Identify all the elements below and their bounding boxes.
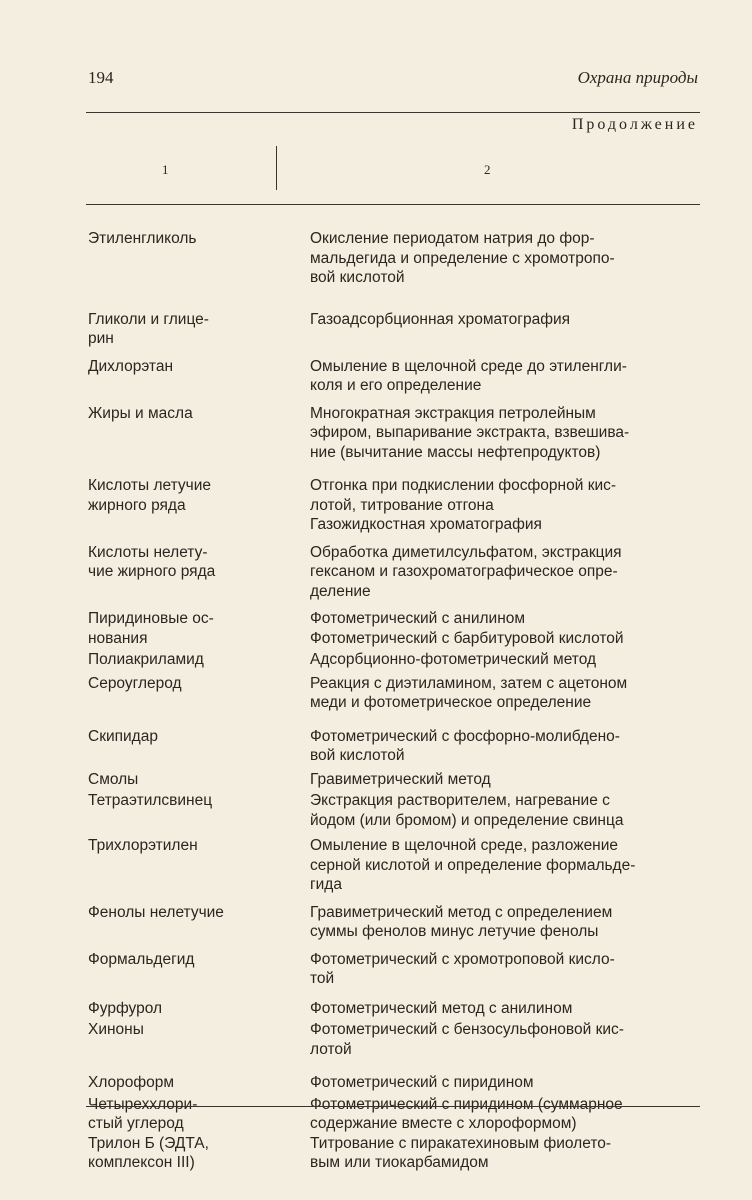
table-row <box>88 404 700 463</box>
method-line: Фотометрический с пиридином (суммарное <box>310 1095 623 1113</box>
table-row <box>88 609 700 648</box>
substance-line: Фенолы нелетучие <box>88 903 224 921</box>
table-row <box>88 950 700 989</box>
table-row <box>88 836 700 895</box>
table-row <box>88 1095 700 1134</box>
method-line: деление <box>310 582 371 600</box>
method-cell <box>310 404 700 463</box>
method-cell <box>310 999 700 1019</box>
method-cell <box>310 229 700 288</box>
method-line: Экстракция растворителем, нагревание с <box>310 792 610 809</box>
substance-line: Хиноны <box>88 1021 144 1038</box>
method-line: эфиром, выпаривание экстракта, взвешива- <box>310 424 630 441</box>
substance-cell <box>88 727 310 766</box>
table-row <box>88 229 700 288</box>
table-row <box>88 476 700 535</box>
substance-line: Дихлорэтан <box>88 357 174 375</box>
method-line: Обработка диметилсульфатом, экстракция <box>310 543 622 561</box>
substance-line: чие жирного ряда <box>88 563 216 580</box>
method-line: той <box>310 970 335 987</box>
header-rule <box>86 204 700 205</box>
table-row <box>88 999 700 1019</box>
substance-line: Жиры и масла <box>88 404 193 422</box>
substance-cell <box>88 310 310 349</box>
method-line: мальдегида и определение с хромотропо- <box>310 249 615 267</box>
substance-line: Фурфурол <box>88 999 163 1017</box>
substance-line: Полиакриламид <box>88 651 204 668</box>
substance-cell <box>88 836 310 895</box>
substance-line: Скипидар <box>88 727 158 745</box>
method-line: Фотометрический с хромотроповой кисло- <box>310 950 615 968</box>
method-line: коля и его определение <box>310 377 482 394</box>
column-number-1: 1 <box>162 162 169 177</box>
substance-cell <box>88 791 310 830</box>
method-cell <box>310 543 700 602</box>
substance-line: Кислоты нелету- <box>88 543 208 561</box>
substance-line: Этиленгликоль <box>88 230 197 247</box>
substance-cell <box>88 404 310 463</box>
substance-line: Трихлорэтилен <box>88 837 198 854</box>
table-row <box>88 650 700 670</box>
substance-cell <box>88 476 310 535</box>
substance-cell <box>88 543 310 602</box>
substance-line: Хлороформ <box>88 1074 175 1091</box>
method-line: меди и фотометрическое определение <box>310 694 592 711</box>
substance-cell <box>88 609 310 648</box>
method-line: серной кислотой и определение формальде- <box>310 856 636 874</box>
table-row <box>88 903 700 942</box>
substance-cell <box>88 650 310 670</box>
method-line: Фотометрический с бензосульфоновой кис- <box>310 1021 624 1038</box>
method-line: лотой, титрование отгона <box>310 496 494 514</box>
method-line: Омыление в щелочной среде до этиленгли- <box>310 357 627 375</box>
method-cell <box>310 950 700 989</box>
method-cell <box>310 476 700 535</box>
method-line: Гравиметрический метод <box>310 770 491 788</box>
substance-line: нования <box>88 629 148 647</box>
table-row <box>88 1020 700 1059</box>
substance-cell <box>88 950 310 989</box>
method-line: Окисление периодатом натрия до фор- <box>310 230 595 247</box>
method-line: гида <box>310 876 342 893</box>
method-line: ние (вычитание массы нефтепродуктов) <box>310 443 601 461</box>
substance-line: жирного ряда <box>88 496 186 514</box>
method-cell <box>310 1134 700 1173</box>
table-row <box>88 674 700 713</box>
substance-line: Четыреххлори- <box>88 1095 198 1113</box>
method-cell <box>310 674 700 713</box>
table-row <box>88 543 700 602</box>
substance-line: Кислоты летучие <box>88 477 212 494</box>
method-cell <box>310 1020 700 1059</box>
table-row <box>88 727 700 766</box>
method-cell <box>310 357 700 396</box>
method-line: Фотометрический с фосфорно-молибдено- <box>310 727 620 745</box>
method-cell <box>310 770 700 790</box>
table-row <box>88 1134 700 1173</box>
method-cell <box>310 791 700 830</box>
method-line: лотой <box>310 1040 352 1058</box>
method-cell <box>310 650 700 670</box>
method-line: Гравиметрический метод с определением <box>310 903 613 921</box>
substance-line: Пиридиновые ос- <box>88 610 214 627</box>
method-line: Газожидкостная хроматография <box>310 516 542 533</box>
table-row <box>88 357 700 396</box>
column-number-2: 2 <box>484 162 491 177</box>
method-cell <box>310 903 700 942</box>
method-cell <box>310 836 700 895</box>
method-line: Отгонка при подкислении фосфорной кис- <box>310 477 617 494</box>
method-line: содержание вместе с хлороформом) <box>310 1115 577 1132</box>
substance-cell <box>88 770 310 790</box>
substance-line: стый углерод <box>88 1115 184 1132</box>
method-line: Фотометрический с барбитуровой кислотой <box>310 629 624 647</box>
substance-line: Сероуглерод <box>88 674 182 692</box>
substance-cell <box>88 674 310 713</box>
method-line: Омыление в щелочной среде, разложение <box>310 837 619 854</box>
substance-line: Смолы <box>88 770 139 788</box>
bottom-rule <box>86 1106 700 1107</box>
substance-line: рин <box>88 330 114 347</box>
column-divider <box>276 146 277 190</box>
method-cell <box>310 609 700 648</box>
continuation-label: Продолжение <box>571 116 698 133</box>
substance-line: Гликоли и глице- <box>88 310 209 328</box>
method-line: суммы фенолов минус летучие фенолы <box>310 923 599 940</box>
table-row <box>88 1073 700 1093</box>
method-line: Адсорбционно-фотометрический метод <box>310 651 597 668</box>
method-line: вой кислотой <box>310 269 405 286</box>
top-rule <box>86 112 700 113</box>
method-cell <box>310 1095 700 1134</box>
substance-line: Формальдегид <box>88 950 195 968</box>
method-cell <box>310 310 700 349</box>
substance-line: Тетраэтилсвинец <box>88 792 213 809</box>
substance-cell <box>88 357 310 396</box>
method-cell <box>310 1073 700 1093</box>
method-line: Фотометрический с анилином <box>310 610 526 627</box>
method-line: Многократная экстракция петролейным <box>310 404 596 422</box>
method-line: Фотометрический метод с анилином <box>310 999 573 1017</box>
method-line: Газоадсорбционная хроматография <box>310 310 570 328</box>
table-row <box>88 310 700 349</box>
substance-cell <box>88 229 310 288</box>
substance-cell <box>88 1095 310 1134</box>
method-cell <box>310 727 700 766</box>
running-head: Охрана природы <box>577 68 698 87</box>
method-line: Реакция с диэтиламином, затем с ацетоном <box>310 674 628 692</box>
substance-line: комплексон III) <box>88 1154 195 1171</box>
method-line: Фотометрический с пиридином <box>310 1074 534 1091</box>
method-line: вой кислотой <box>310 747 405 764</box>
substance-cell <box>88 1134 310 1173</box>
page-number: 194 <box>88 68 114 87</box>
method-line: вым или тиокарбамидом <box>310 1154 489 1171</box>
substance-cell <box>88 1073 310 1093</box>
substance-cell <box>88 999 310 1019</box>
method-line: йодом (или бромом) и определение свинца <box>310 811 624 829</box>
substance-cell <box>88 903 310 942</box>
method-line: гексаном и газохроматографическое опре- <box>310 563 618 580</box>
substance-line: Трилон Б (ЭДТА, <box>88 1134 209 1152</box>
table-row <box>88 791 700 830</box>
table-body <box>88 229 700 1181</box>
method-line: Титрование с пиракатехиновым фиолето- <box>310 1134 612 1152</box>
table-row <box>88 770 700 790</box>
substance-cell <box>88 1020 310 1059</box>
